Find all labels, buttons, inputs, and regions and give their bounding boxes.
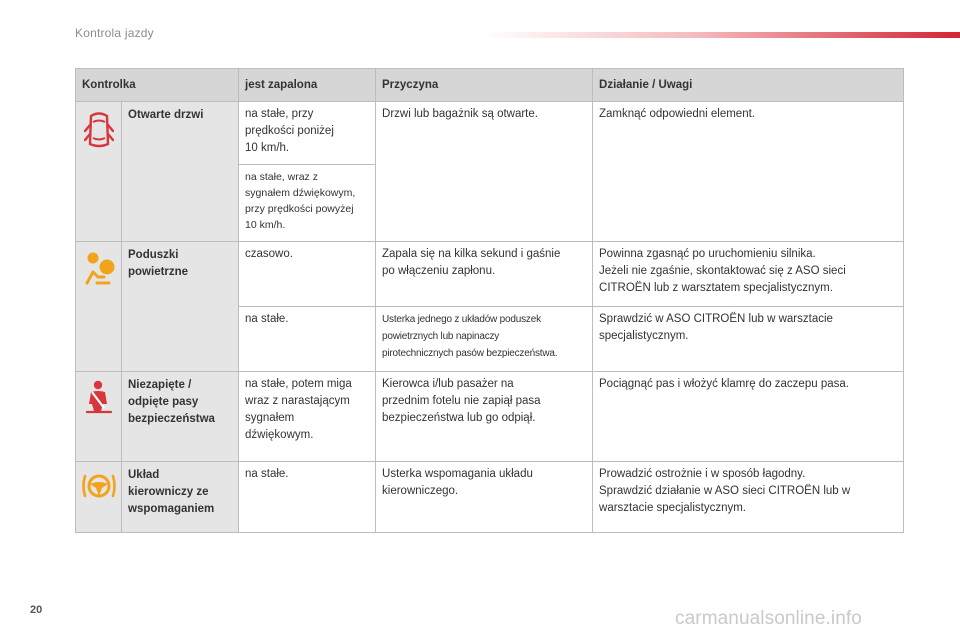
table-header-row (76, 69, 904, 102)
section-title: Kontrola jazdy (75, 26, 154, 40)
action (593, 242, 904, 307)
icon-cell (76, 242, 122, 372)
lamp-name (122, 462, 239, 533)
lit-condition-text: na stałe, przy prędkości poniżej 10 km/h. (245, 108, 334, 154)
lit-condition-text: na stałe, wraz z sygnałem dźwiękowym, przy prędkości powyżej 10 km/h. (245, 171, 356, 231)
lamp-name-text: Otwarte drzwi (128, 109, 204, 121)
action (593, 102, 904, 242)
watermark: carmanualsonline.info (675, 608, 862, 629)
action-text: Sprawdzić w ASO CITROËN lub w warsztacie specjalistycznym. (599, 313, 833, 342)
lit-condition (239, 372, 376, 462)
cause-text: Usterka wspomagania układu kierowniczego. (382, 468, 533, 497)
action (593, 307, 904, 372)
action-text: Powinna zgasnąć po uruchomieniu silnika. Jeżeli nie zgaśnie, skontaktować się z ASO sieci CITROËN lub z warsztatem specjalistycznym. (599, 248, 846, 294)
lit-condition-text: czasowo. (245, 248, 293, 260)
header-accent-stripe (480, 32, 960, 38)
lamp-name-text: Układ kierowniczy ze wspomaganiem (128, 469, 215, 515)
cause (376, 102, 593, 242)
action-text: Pociągnąć pas i włożyć klamrę do zaczepu pasa. (599, 378, 849, 390)
header-dzialanie: Działanie / Uwagi (593, 69, 904, 102)
power-steering-warning-icon (82, 470, 116, 508)
cause-text: Drzwi lub bagażnik są otwarte. (382, 108, 538, 120)
header-przyczyna: Przyczyna (376, 69, 593, 102)
cause (376, 462, 593, 533)
cause-text: Zapala się na kilka sekund i gaśnie po włączeniu zapłonu. (382, 248, 561, 277)
lamp-name (122, 372, 239, 462)
cause-text: Usterka jednego z układów poduszek powietrznych lub napinaczy pirotechnicznych pasów bezpieczeństwa. (382, 314, 558, 359)
action-text: Zamknąć odpowiedni element. (599, 108, 755, 120)
table-row (76, 102, 904, 165)
lit-condition (239, 165, 376, 242)
lit-condition (239, 462, 376, 533)
cause (376, 307, 593, 372)
lamp-name-text: Niezapięte / odpięte pasy bezpieczeństwa (128, 379, 215, 425)
lit-condition-text: na stałe. (245, 468, 289, 480)
lamp-name-text: Poduszki powietrzne (128, 249, 189, 278)
page-number: 20 (30, 604, 43, 616)
cause-text: Kierowca i/lub pasażer na przednim fotelu nie zapiął pasa bezpieczeństwa lub go odpiął. (382, 378, 541, 424)
lamp-name (122, 242, 239, 372)
icon-cell (76, 462, 122, 533)
header-kontrolka: Kontrolka (76, 69, 239, 102)
lamp-name (122, 102, 239, 242)
table-row (76, 462, 904, 533)
lit-condition-text: na stałe. (245, 313, 289, 325)
icon-cell (76, 372, 122, 462)
lit-condition-text: na stałe, potem miga wraz z narastającym sygnałem dźwiękowym. (245, 378, 352, 441)
table-row (76, 372, 904, 462)
action (593, 372, 904, 462)
icon-cell (76, 102, 122, 242)
lit-condition (239, 307, 376, 372)
table-row (76, 242, 904, 307)
action-text: Prowadzić ostrożnie i w sposób łagodny. Sprawdzić działanie w ASO sieci CITROËN lub w warsztacie specjalistycznym. (599, 468, 851, 514)
action (593, 462, 904, 533)
airbag-icon (83, 250, 115, 292)
cause (376, 242, 593, 307)
lit-condition (239, 102, 376, 165)
lit-condition (239, 242, 376, 307)
header-jest-zapalona: jest zapalona (239, 69, 376, 102)
seatbelt-icon (85, 380, 113, 420)
warning-lights-table (75, 68, 904, 533)
cause (376, 372, 593, 462)
open-door-car-icon (84, 110, 114, 156)
